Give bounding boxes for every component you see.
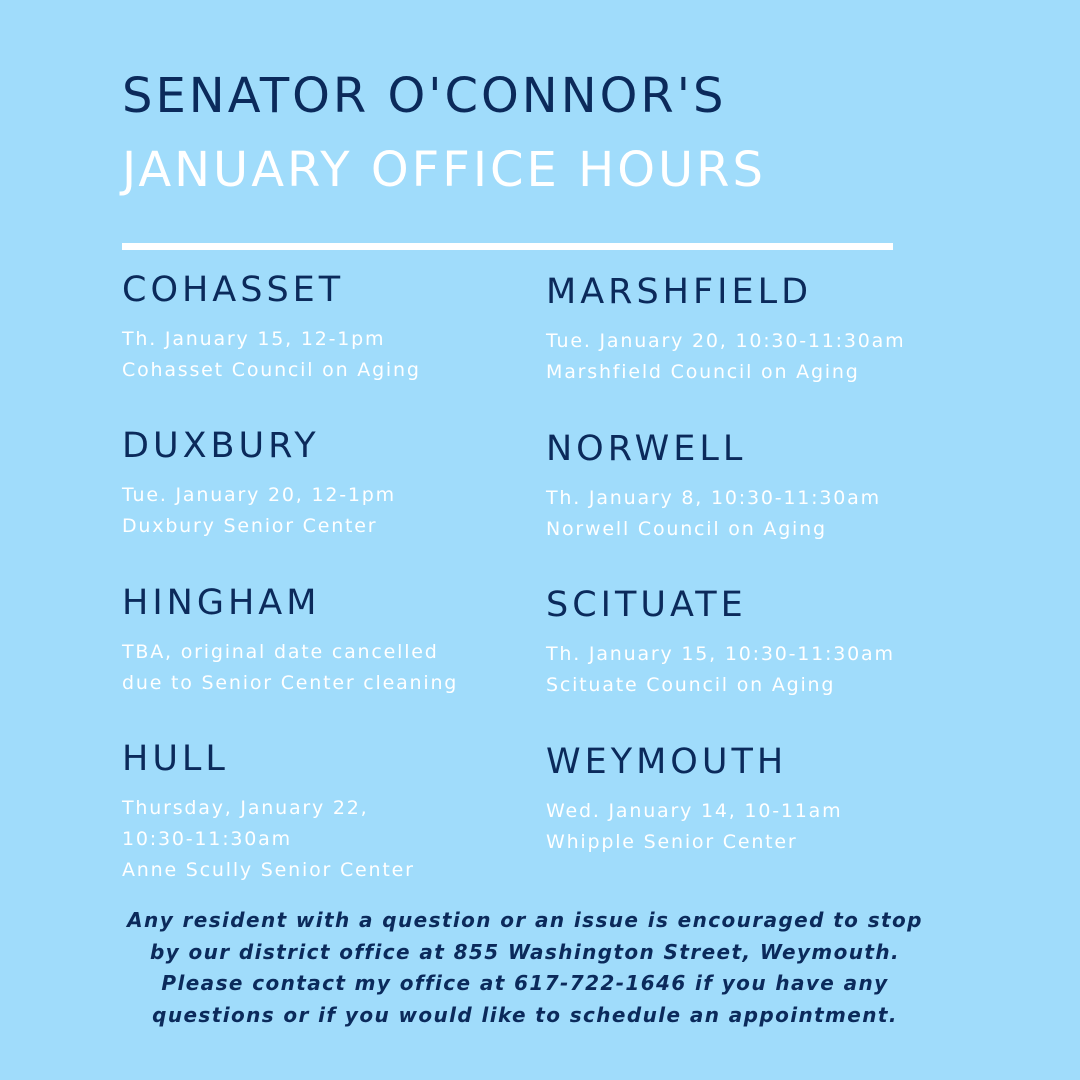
title-line-1: SENATOR O'CONNOR'S xyxy=(122,68,727,124)
location-date: Tue. January 20, 12-1pm xyxy=(122,484,396,506)
location-name: SCITUATE xyxy=(546,585,747,625)
location-hull xyxy=(122,739,542,886)
location-date: Th. January 15, 10:30-11:30am xyxy=(546,643,895,665)
location-details xyxy=(546,326,966,388)
location-marshfield xyxy=(546,272,966,388)
location-name: WEYMOUTH xyxy=(546,742,788,782)
location-name: HINGHAM xyxy=(122,583,321,623)
location-date: Wed. January 14, 10-11am xyxy=(546,800,843,822)
location-hingham xyxy=(122,583,542,699)
divider xyxy=(122,243,893,250)
location-norwell xyxy=(546,429,966,545)
location-details xyxy=(546,796,966,858)
location-details xyxy=(122,324,542,386)
location-scituate xyxy=(546,585,966,701)
footer-note: Any resident with a question or an issue is encouraged to stop by our district office at 855 Washington Street, Weymouth. Please contact my office at 617-722-1646 if you have any questions or if you would like to schedule an appointment. xyxy=(127,908,923,1027)
location-duxbury xyxy=(122,426,542,542)
location-details xyxy=(122,793,542,886)
location-note: due to Senior Center cleaning xyxy=(122,672,459,694)
title-line-2: JANUARY OFFICE HOURS xyxy=(122,142,766,198)
location-venue: Anne Scully Senior Center xyxy=(122,859,415,881)
location-date: Th. January 8, 10:30-11:30am xyxy=(546,487,881,509)
location-details xyxy=(122,637,542,699)
location-name: HULL xyxy=(122,739,229,779)
location-venue: Duxbury Senior Center xyxy=(122,515,378,537)
location-venue: Norwell Council on Aging xyxy=(546,518,827,540)
location-venue: Whipple Senior Center xyxy=(546,831,798,853)
location-date: Thursday, January 22, xyxy=(122,797,369,819)
location-name: MARSHFIELD xyxy=(546,272,813,312)
location-name: COHASSET xyxy=(122,270,345,310)
location-name: DUXBURY xyxy=(122,426,320,466)
location-venue: Cohasset Council on Aging xyxy=(122,359,421,381)
location-venue: Scituate Council on Aging xyxy=(546,674,836,696)
location-venue: Marshfield Council on Aging xyxy=(546,361,860,383)
location-details xyxy=(546,483,966,545)
location-details xyxy=(546,639,966,701)
location-date: Tue. January 20, 10:30-11:30am xyxy=(546,330,906,352)
location-details xyxy=(122,480,542,542)
location-date: Th. January 15, 12-1pm xyxy=(122,328,386,350)
location-name: NORWELL xyxy=(546,429,747,469)
location-weymouth xyxy=(546,742,966,858)
location-time: 10:30-11:30am xyxy=(122,828,292,850)
location-cohasset xyxy=(122,270,542,386)
location-note: TBA, original date cancelled xyxy=(122,641,439,663)
